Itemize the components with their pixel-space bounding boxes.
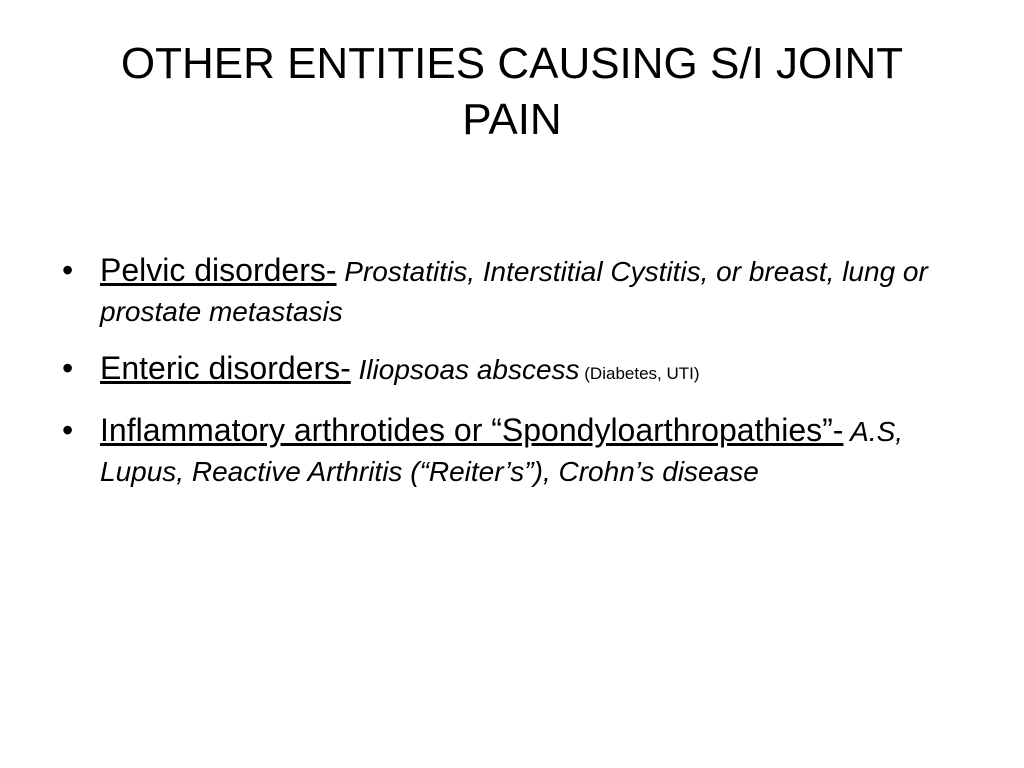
bullet-note: (Diabetes, UTI)	[579, 364, 700, 383]
bullet-text	[100, 410, 952, 492]
bullet-heading: Enteric disorders-	[100, 350, 351, 386]
bullet-detail: A.S, Lupus, Reactive Arthritis (“Reiter’s”), Crohn’s disease	[100, 416, 904, 487]
bullet-list	[62, 250, 952, 508]
bullet-item-inflammatory	[62, 410, 952, 492]
bullet-detail: Prostatitis, Interstitial Cystitis, or breast, lung or prostate metastasis	[100, 256, 928, 327]
bullet-text	[100, 348, 952, 394]
bullet-marker: •	[62, 252, 74, 288]
bullet-text	[100, 250, 952, 332]
bullet-marker: •	[62, 350, 74, 386]
bullet-item-enteric	[62, 348, 952, 394]
bullet-heading: Pelvic disorders-	[100, 252, 337, 288]
bullet-item-pelvic	[62, 250, 952, 332]
slide-title: OTHER ENTITIES CAUSING S/I JOINT PAIN	[120, 39, 904, 144]
bullet-heading: Inflammatory arthrotides or “Spondyloarthropathies”-	[100, 412, 844, 448]
bullet-detail: Iliopsoas abscess	[350, 354, 580, 385]
bullet-marker: •	[62, 412, 74, 448]
